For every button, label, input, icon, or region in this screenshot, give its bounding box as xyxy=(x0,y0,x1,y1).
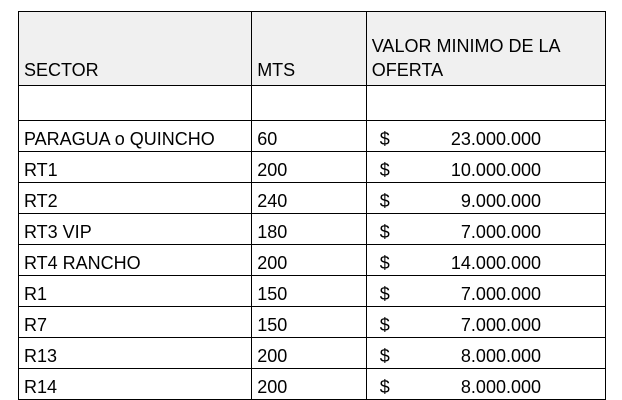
money-value xyxy=(372,377,605,398)
cell-valor xyxy=(366,121,605,152)
table-row xyxy=(19,121,606,152)
cell-valor xyxy=(366,245,605,276)
amount: 23.000.000 xyxy=(450,129,541,149)
cell-sector: R1 xyxy=(19,276,252,307)
header-row xyxy=(19,12,606,86)
blank-row xyxy=(19,86,606,121)
cell-mts: 200 xyxy=(252,369,367,400)
money-value xyxy=(372,160,605,181)
cell-valor xyxy=(366,276,605,307)
header-sector: SECTOR xyxy=(19,12,252,86)
cell-mts: 150 xyxy=(252,276,367,307)
cell-sector: R7 xyxy=(19,307,252,338)
currency-symbol: $ xyxy=(379,160,390,180)
amount: 7.000.000 xyxy=(460,284,541,304)
currency-symbol: $ xyxy=(379,222,390,242)
cell-valor xyxy=(366,338,605,369)
currency-symbol: $ xyxy=(379,284,390,304)
blank-cell xyxy=(19,86,252,121)
table-row xyxy=(19,276,606,307)
money-value xyxy=(372,191,605,212)
header-mts: MTS xyxy=(252,12,367,86)
cell-valor xyxy=(366,183,605,214)
money-value xyxy=(372,284,605,305)
cell-mts: 150 xyxy=(252,307,367,338)
cell-valor xyxy=(366,369,605,400)
table-row xyxy=(19,245,606,276)
cell-valor xyxy=(366,307,605,338)
money-value xyxy=(372,253,605,274)
offer-table xyxy=(18,11,606,400)
table-header xyxy=(19,12,606,86)
amount: 10.000.000 xyxy=(450,160,541,180)
blank-cell xyxy=(252,86,367,121)
currency-symbol: $ xyxy=(379,346,390,366)
amount: 8.000.000 xyxy=(460,346,541,366)
amount: 7.000.000 xyxy=(460,315,541,335)
table-body xyxy=(19,86,606,400)
currency-symbol: $ xyxy=(379,315,390,335)
cell-mts: 200 xyxy=(252,245,367,276)
cell-mts: 180 xyxy=(252,214,367,245)
table-row xyxy=(19,183,606,214)
cell-mts: 240 xyxy=(252,183,367,214)
cell-valor xyxy=(366,152,605,183)
table-row xyxy=(19,338,606,369)
cell-mts: 60 xyxy=(252,121,367,152)
amount: 7.000.000 xyxy=(460,222,541,242)
cell-sector: RT4 RANCHO xyxy=(19,245,252,276)
amount: 8.000.000 xyxy=(460,377,541,397)
blank-cell xyxy=(366,86,605,121)
amount: 9.000.000 xyxy=(460,191,541,211)
currency-symbol: $ xyxy=(379,253,390,273)
table-row xyxy=(19,152,606,183)
table-row xyxy=(19,307,606,338)
table-row xyxy=(19,369,606,400)
cell-sector: R14 xyxy=(19,369,252,400)
currency-symbol: $ xyxy=(379,191,390,211)
cell-valor xyxy=(366,214,605,245)
money-value xyxy=(372,346,605,367)
cell-sector: R13 xyxy=(19,338,252,369)
cell-mts: 200 xyxy=(252,152,367,183)
cell-sector: RT2 xyxy=(19,183,252,214)
currency-symbol: $ xyxy=(379,129,390,149)
cell-mts: 200 xyxy=(252,338,367,369)
table-row xyxy=(19,214,606,245)
amount: 14.000.000 xyxy=(450,253,541,273)
header-valor: VALOR MINIMO DE LA OFERTA xyxy=(366,12,605,86)
cell-sector: RT3 VIP xyxy=(19,214,252,245)
cell-sector: RT1 xyxy=(19,152,252,183)
money-value xyxy=(372,222,605,243)
currency-symbol: $ xyxy=(379,377,390,397)
money-value xyxy=(372,315,605,336)
money-value xyxy=(372,129,605,150)
cell-sector: PARAGUA o QUINCHO xyxy=(19,121,252,152)
